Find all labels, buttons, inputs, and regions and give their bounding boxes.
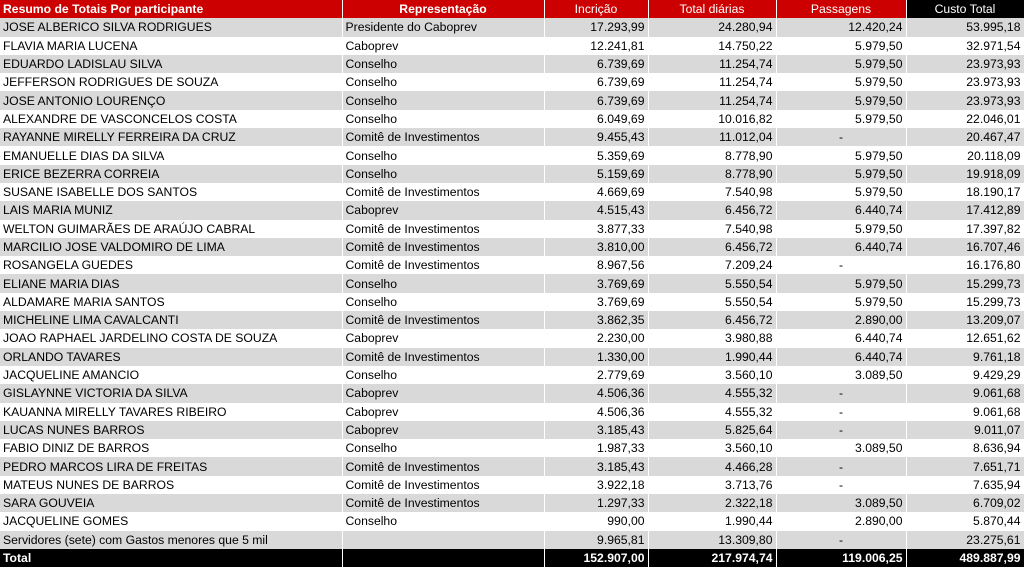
table-row xyxy=(0,37,1024,55)
cell-diarias: 8.778,90 xyxy=(648,146,776,164)
cell-passagens: 2.890,00 xyxy=(776,311,906,329)
cell-inscricao: 6.049,69 xyxy=(544,110,648,128)
total-rep-empty xyxy=(342,549,544,567)
cell-name: JOAO RAPHAEL JARDELINO COSTA DE SOUZA xyxy=(0,329,342,347)
cell-name: RAYANNE MIRELLY FERREIRA DA CRUZ xyxy=(0,128,342,146)
cell-custo-total: 17.397,82 xyxy=(906,220,1024,238)
table-row xyxy=(0,531,1024,549)
cell-passagens: 12.420,24 xyxy=(776,18,906,36)
table-row xyxy=(0,146,1024,164)
cell-custo-total: 17.412,89 xyxy=(906,201,1024,219)
header-name: Resumo de Totais Por participante xyxy=(0,0,342,18)
cell-name: KAUANNA MIRELLY TAVARES RIBEIRO xyxy=(0,403,342,421)
table-row xyxy=(0,494,1024,512)
cell-inscricao: 3.769,69 xyxy=(544,293,648,311)
cell-representacao: Conselho xyxy=(342,512,544,530)
cell-diarias: 6.456,72 xyxy=(648,238,776,256)
cell-name: ELIANE MARIA DIAS xyxy=(0,274,342,292)
cell-representacao: Conselho xyxy=(342,55,544,73)
cell-passagens: - xyxy=(776,476,906,494)
table-row xyxy=(0,384,1024,402)
cell-diarias: 11.254,74 xyxy=(648,91,776,109)
cell-custo-total: 18.190,17 xyxy=(906,183,1024,201)
cell-representacao: Caboprev xyxy=(342,384,544,402)
cell-name: MARCILIO JOSE VALDOMIRO DE LIMA xyxy=(0,238,342,256)
cell-diarias: 14.750,22 xyxy=(648,37,776,55)
table-footer xyxy=(0,549,1024,567)
cell-representacao: Caboprev xyxy=(342,329,544,347)
cell-representacao: Comitê de Investimentos xyxy=(342,183,544,201)
cell-custo-total: 9.011,07 xyxy=(906,421,1024,439)
cell-passagens: - xyxy=(776,384,906,402)
table-row xyxy=(0,274,1024,292)
cell-diarias: 5.550,54 xyxy=(648,293,776,311)
cell-inscricao: 9.965,81 xyxy=(544,531,648,549)
cell-custo-total: 8.636,94 xyxy=(906,439,1024,457)
cell-custo-total: 7.651,71 xyxy=(906,457,1024,475)
cell-diarias: 6.456,72 xyxy=(648,311,776,329)
cell-name: SUSANE ISABELLE DOS SANTOS xyxy=(0,183,342,201)
table-row xyxy=(0,439,1024,457)
cell-passagens: 3.089,50 xyxy=(776,439,906,457)
cell-passagens: 5.979,50 xyxy=(776,55,906,73)
total-diarias: 217.974,74 xyxy=(648,549,776,567)
total-row xyxy=(0,549,1024,567)
cell-inscricao: 6.739,69 xyxy=(544,91,648,109)
table-row xyxy=(0,403,1024,421)
cell-name: ORLANDO TAVARES xyxy=(0,348,342,366)
cell-name: FLAVIA MARIA LUCENA xyxy=(0,37,342,55)
header-inscricao: Incrição xyxy=(544,0,648,18)
cell-passagens: 5.979,50 xyxy=(776,183,906,201)
total-label: Total xyxy=(0,549,342,567)
table-row xyxy=(0,476,1024,494)
cell-diarias: 5.550,54 xyxy=(648,274,776,292)
table-row xyxy=(0,110,1024,128)
total-custo: 489.887,99 xyxy=(906,549,1024,567)
cell-custo-total: 16.707,46 xyxy=(906,238,1024,256)
table-row xyxy=(0,366,1024,384)
cell-name: EDUARDO LADISLAU SILVA xyxy=(0,55,342,73)
cell-diarias: 7.540,98 xyxy=(648,183,776,201)
cell-name: ALEXANDRE DE VASCONCELOS COSTA xyxy=(0,110,342,128)
cell-diarias: 3.560,10 xyxy=(648,366,776,384)
cell-passagens: 5.979,50 xyxy=(776,274,906,292)
cell-diarias: 13.309,80 xyxy=(648,531,776,549)
cell-passagens: 5.979,50 xyxy=(776,220,906,238)
cell-representacao: Conselho xyxy=(342,274,544,292)
cell-name: JEFFERSON RODRIGUES DE SOUZA xyxy=(0,73,342,91)
cell-custo-total: 9.429,29 xyxy=(906,366,1024,384)
total-passagens: 119.006,25 xyxy=(776,549,906,567)
cell-name: MATEUS NUNES DE BARROS xyxy=(0,476,342,494)
cell-diarias: 1.990,44 xyxy=(648,348,776,366)
cell-name: JOSE ANTONIO LOURENÇO xyxy=(0,91,342,109)
table-row xyxy=(0,91,1024,109)
table-header xyxy=(0,0,1024,18)
cell-passagens: - xyxy=(776,403,906,421)
cell-diarias: 24.280,94 xyxy=(648,18,776,36)
cell-custo-total: 13.209,07 xyxy=(906,311,1024,329)
cell-custo-total: 23.973,93 xyxy=(906,55,1024,73)
table-row xyxy=(0,238,1024,256)
cell-representacao: Comitê de Investimentos xyxy=(342,457,544,475)
cell-representacao: Comitê de Investimentos xyxy=(342,311,544,329)
cell-custo-total: 23.973,93 xyxy=(906,73,1024,91)
cell-custo-total: 23.973,93 xyxy=(906,91,1024,109)
cell-inscricao: 8.967,56 xyxy=(544,256,648,274)
cell-passagens: 5.979,50 xyxy=(776,37,906,55)
cell-inscricao: 3.185,43 xyxy=(544,421,648,439)
cell-inscricao: 1.297,33 xyxy=(544,494,648,512)
cell-inscricao: 6.739,69 xyxy=(544,73,648,91)
cell-inscricao: 12.241,81 xyxy=(544,37,648,55)
cell-inscricao: 5.159,69 xyxy=(544,165,648,183)
cell-passagens: 5.979,50 xyxy=(776,91,906,109)
cell-inscricao: 4.506,36 xyxy=(544,384,648,402)
cell-name: WELTON GUIMARÃES DE ARAÚJO CABRAL xyxy=(0,220,342,238)
cell-representacao: Comitê de Investimentos xyxy=(342,476,544,494)
cell-passagens: - xyxy=(776,421,906,439)
cell-name: Servidores (sete) com Gastos menores que 5 mil xyxy=(0,531,342,549)
cell-diarias: 4.555,32 xyxy=(648,403,776,421)
cell-inscricao: 2.779,69 xyxy=(544,366,648,384)
cell-diarias: 7.209,24 xyxy=(648,256,776,274)
table-row xyxy=(0,329,1024,347)
table-row xyxy=(0,311,1024,329)
header-diarias: Total diárias xyxy=(648,0,776,18)
cell-custo-total: 9.061,68 xyxy=(906,403,1024,421)
cell-name: PEDRO MARCOS LIRA DE FREITAS xyxy=(0,457,342,475)
cell-diarias: 1.990,44 xyxy=(648,512,776,530)
cell-diarias: 3.713,76 xyxy=(648,476,776,494)
cell-representacao: Comitê de Investimentos xyxy=(342,238,544,256)
cell-name: ERICE BEZERRA CORREIA xyxy=(0,165,342,183)
cell-name: LAIS MARIA MUNIZ xyxy=(0,201,342,219)
cell-custo-total: 23.275,61 xyxy=(906,531,1024,549)
cell-inscricao: 3.810,00 xyxy=(544,238,648,256)
cell-inscricao: 3.185,43 xyxy=(544,457,648,475)
cell-representacao: Caboprev xyxy=(342,37,544,55)
table-row xyxy=(0,348,1024,366)
cell-inscricao: 3.862,35 xyxy=(544,311,648,329)
table-row xyxy=(0,183,1024,201)
table-row xyxy=(0,457,1024,475)
total-inscricao: 152.907,00 xyxy=(544,549,648,567)
cell-name: ALDAMARE MARIA SANTOS xyxy=(0,293,342,311)
cell-inscricao: 4.506,36 xyxy=(544,403,648,421)
table-row xyxy=(0,293,1024,311)
cell-diarias: 10.016,82 xyxy=(648,110,776,128)
table-row xyxy=(0,18,1024,36)
cell-inscricao: 4.515,43 xyxy=(544,201,648,219)
cell-custo-total: 16.176,80 xyxy=(906,256,1024,274)
cell-name: MICHELINE LIMA CAVALCANTI xyxy=(0,311,342,329)
cell-name: SARA GOUVEIA xyxy=(0,494,342,512)
cell-representacao: Conselho xyxy=(342,439,544,457)
cell-diarias: 3.560,10 xyxy=(648,439,776,457)
cell-representacao: Conselho xyxy=(342,366,544,384)
cell-passagens: 6.440,74 xyxy=(776,201,906,219)
cell-custo-total: 22.046,01 xyxy=(906,110,1024,128)
cell-custo-total: 15.299,73 xyxy=(906,293,1024,311)
header-row xyxy=(0,0,1024,18)
cell-diarias: 5.825,64 xyxy=(648,421,776,439)
cell-diarias: 8.778,90 xyxy=(648,165,776,183)
cell-diarias: 11.012,04 xyxy=(648,128,776,146)
cell-representacao: Comitê de Investimentos xyxy=(342,256,544,274)
cell-inscricao: 990,00 xyxy=(544,512,648,530)
cell-name: ROSANGELA GUEDES xyxy=(0,256,342,274)
cell-diarias: 11.254,74 xyxy=(648,73,776,91)
cell-name: LUCAS NUNES BARROS xyxy=(0,421,342,439)
cell-passagens: 5.979,50 xyxy=(776,73,906,91)
cell-representacao: Conselho xyxy=(342,165,544,183)
table-body xyxy=(0,18,1024,549)
cell-inscricao: 4.669,69 xyxy=(544,183,648,201)
cell-representacao: Comitê de Investimentos xyxy=(342,220,544,238)
cell-name: FABIO DINIZ DE BARROS xyxy=(0,439,342,457)
table-row xyxy=(0,201,1024,219)
cell-inscricao: 1.330,00 xyxy=(544,348,648,366)
cell-inscricao: 5.359,69 xyxy=(544,146,648,164)
cell-representacao: Conselho xyxy=(342,110,544,128)
cell-custo-total: 32.971,54 xyxy=(906,37,1024,55)
cell-passagens: 3.089,50 xyxy=(776,494,906,512)
cell-inscricao: 9.455,43 xyxy=(544,128,648,146)
cell-representacao: Caboprev xyxy=(342,421,544,439)
table-row xyxy=(0,220,1024,238)
cell-representacao: Conselho xyxy=(342,91,544,109)
table-row xyxy=(0,512,1024,530)
cell-custo-total: 9.061,68 xyxy=(906,384,1024,402)
cell-name: JACQUELINE AMANCIO xyxy=(0,366,342,384)
cell-passagens: - xyxy=(776,256,906,274)
cell-diarias: 6.456,72 xyxy=(648,201,776,219)
table-row xyxy=(0,128,1024,146)
table-row xyxy=(0,421,1024,439)
cell-custo-total: 6.709,02 xyxy=(906,494,1024,512)
cell-passagens: - xyxy=(776,531,906,549)
cell-inscricao: 6.739,69 xyxy=(544,55,648,73)
cell-custo-total: 5.870,44 xyxy=(906,512,1024,530)
cell-custo-total: 15.299,73 xyxy=(906,274,1024,292)
table-row xyxy=(0,256,1024,274)
cell-inscricao: 1.987,33 xyxy=(544,439,648,457)
header-custo-total: Custo Total xyxy=(906,0,1024,18)
cell-diarias: 2.322,18 xyxy=(648,494,776,512)
cell-representacao xyxy=(342,531,544,549)
header-passagens: Passagens xyxy=(776,0,906,18)
cell-custo-total: 7.635,94 xyxy=(906,476,1024,494)
cell-diarias: 3.980,88 xyxy=(648,329,776,347)
cell-name: GISLAYNNE VICTORIA DA SILVA xyxy=(0,384,342,402)
cell-custo-total: 20.118,09 xyxy=(906,146,1024,164)
cell-name: EMANUELLE DIAS DA SILVA xyxy=(0,146,342,164)
cell-passagens: - xyxy=(776,128,906,146)
cell-passagens: 5.979,50 xyxy=(776,293,906,311)
cell-representacao: Conselho xyxy=(342,73,544,91)
cell-representacao: Comitê de Investimentos xyxy=(342,494,544,512)
cell-passagens: 6.440,74 xyxy=(776,329,906,347)
table-row xyxy=(0,165,1024,183)
cell-inscricao: 2.230,00 xyxy=(544,329,648,347)
cell-inscricao: 3.877,33 xyxy=(544,220,648,238)
cell-representacao: Presidente do Caboprev xyxy=(342,18,544,36)
cell-passagens: 5.979,50 xyxy=(776,110,906,128)
cell-inscricao: 3.769,69 xyxy=(544,274,648,292)
cell-passagens: 6.440,74 xyxy=(776,348,906,366)
cell-custo-total: 9.761,18 xyxy=(906,348,1024,366)
cell-representacao: Conselho xyxy=(342,146,544,164)
cell-passagens: 6.440,74 xyxy=(776,238,906,256)
cell-representacao: Conselho xyxy=(342,293,544,311)
table-row xyxy=(0,73,1024,91)
cell-custo-total: 12.651,62 xyxy=(906,329,1024,347)
cell-passagens: 2.890,00 xyxy=(776,512,906,530)
cell-inscricao: 17.293,99 xyxy=(544,18,648,36)
cell-inscricao: 3.922,18 xyxy=(544,476,648,494)
cell-custo-total: 19.918,09 xyxy=(906,165,1024,183)
cell-representacao: Comitê de Investimentos xyxy=(342,348,544,366)
cell-name: JOSE ALBERICO SILVA RODRIGUES xyxy=(0,18,342,36)
cell-representacao: Caboprev xyxy=(342,201,544,219)
cell-passagens: 3.089,50 xyxy=(776,366,906,384)
cell-diarias: 7.540,98 xyxy=(648,220,776,238)
cell-passagens: 5.979,50 xyxy=(776,146,906,164)
cell-passagens: - xyxy=(776,457,906,475)
header-representacao: Representação xyxy=(342,0,544,18)
cell-representacao: Comitê de Investimentos xyxy=(342,128,544,146)
cell-diarias: 11.254,74 xyxy=(648,55,776,73)
table-row xyxy=(0,55,1024,73)
cell-custo-total: 53.995,18 xyxy=(906,18,1024,36)
cell-passagens: 5.979,50 xyxy=(776,165,906,183)
cell-representacao: Caboprev xyxy=(342,403,544,421)
cell-custo-total: 20.467,47 xyxy=(906,128,1024,146)
cell-diarias: 4.466,28 xyxy=(648,457,776,475)
cell-name: JACQUELINE GOMES xyxy=(0,512,342,530)
cell-diarias: 4.555,32 xyxy=(648,384,776,402)
